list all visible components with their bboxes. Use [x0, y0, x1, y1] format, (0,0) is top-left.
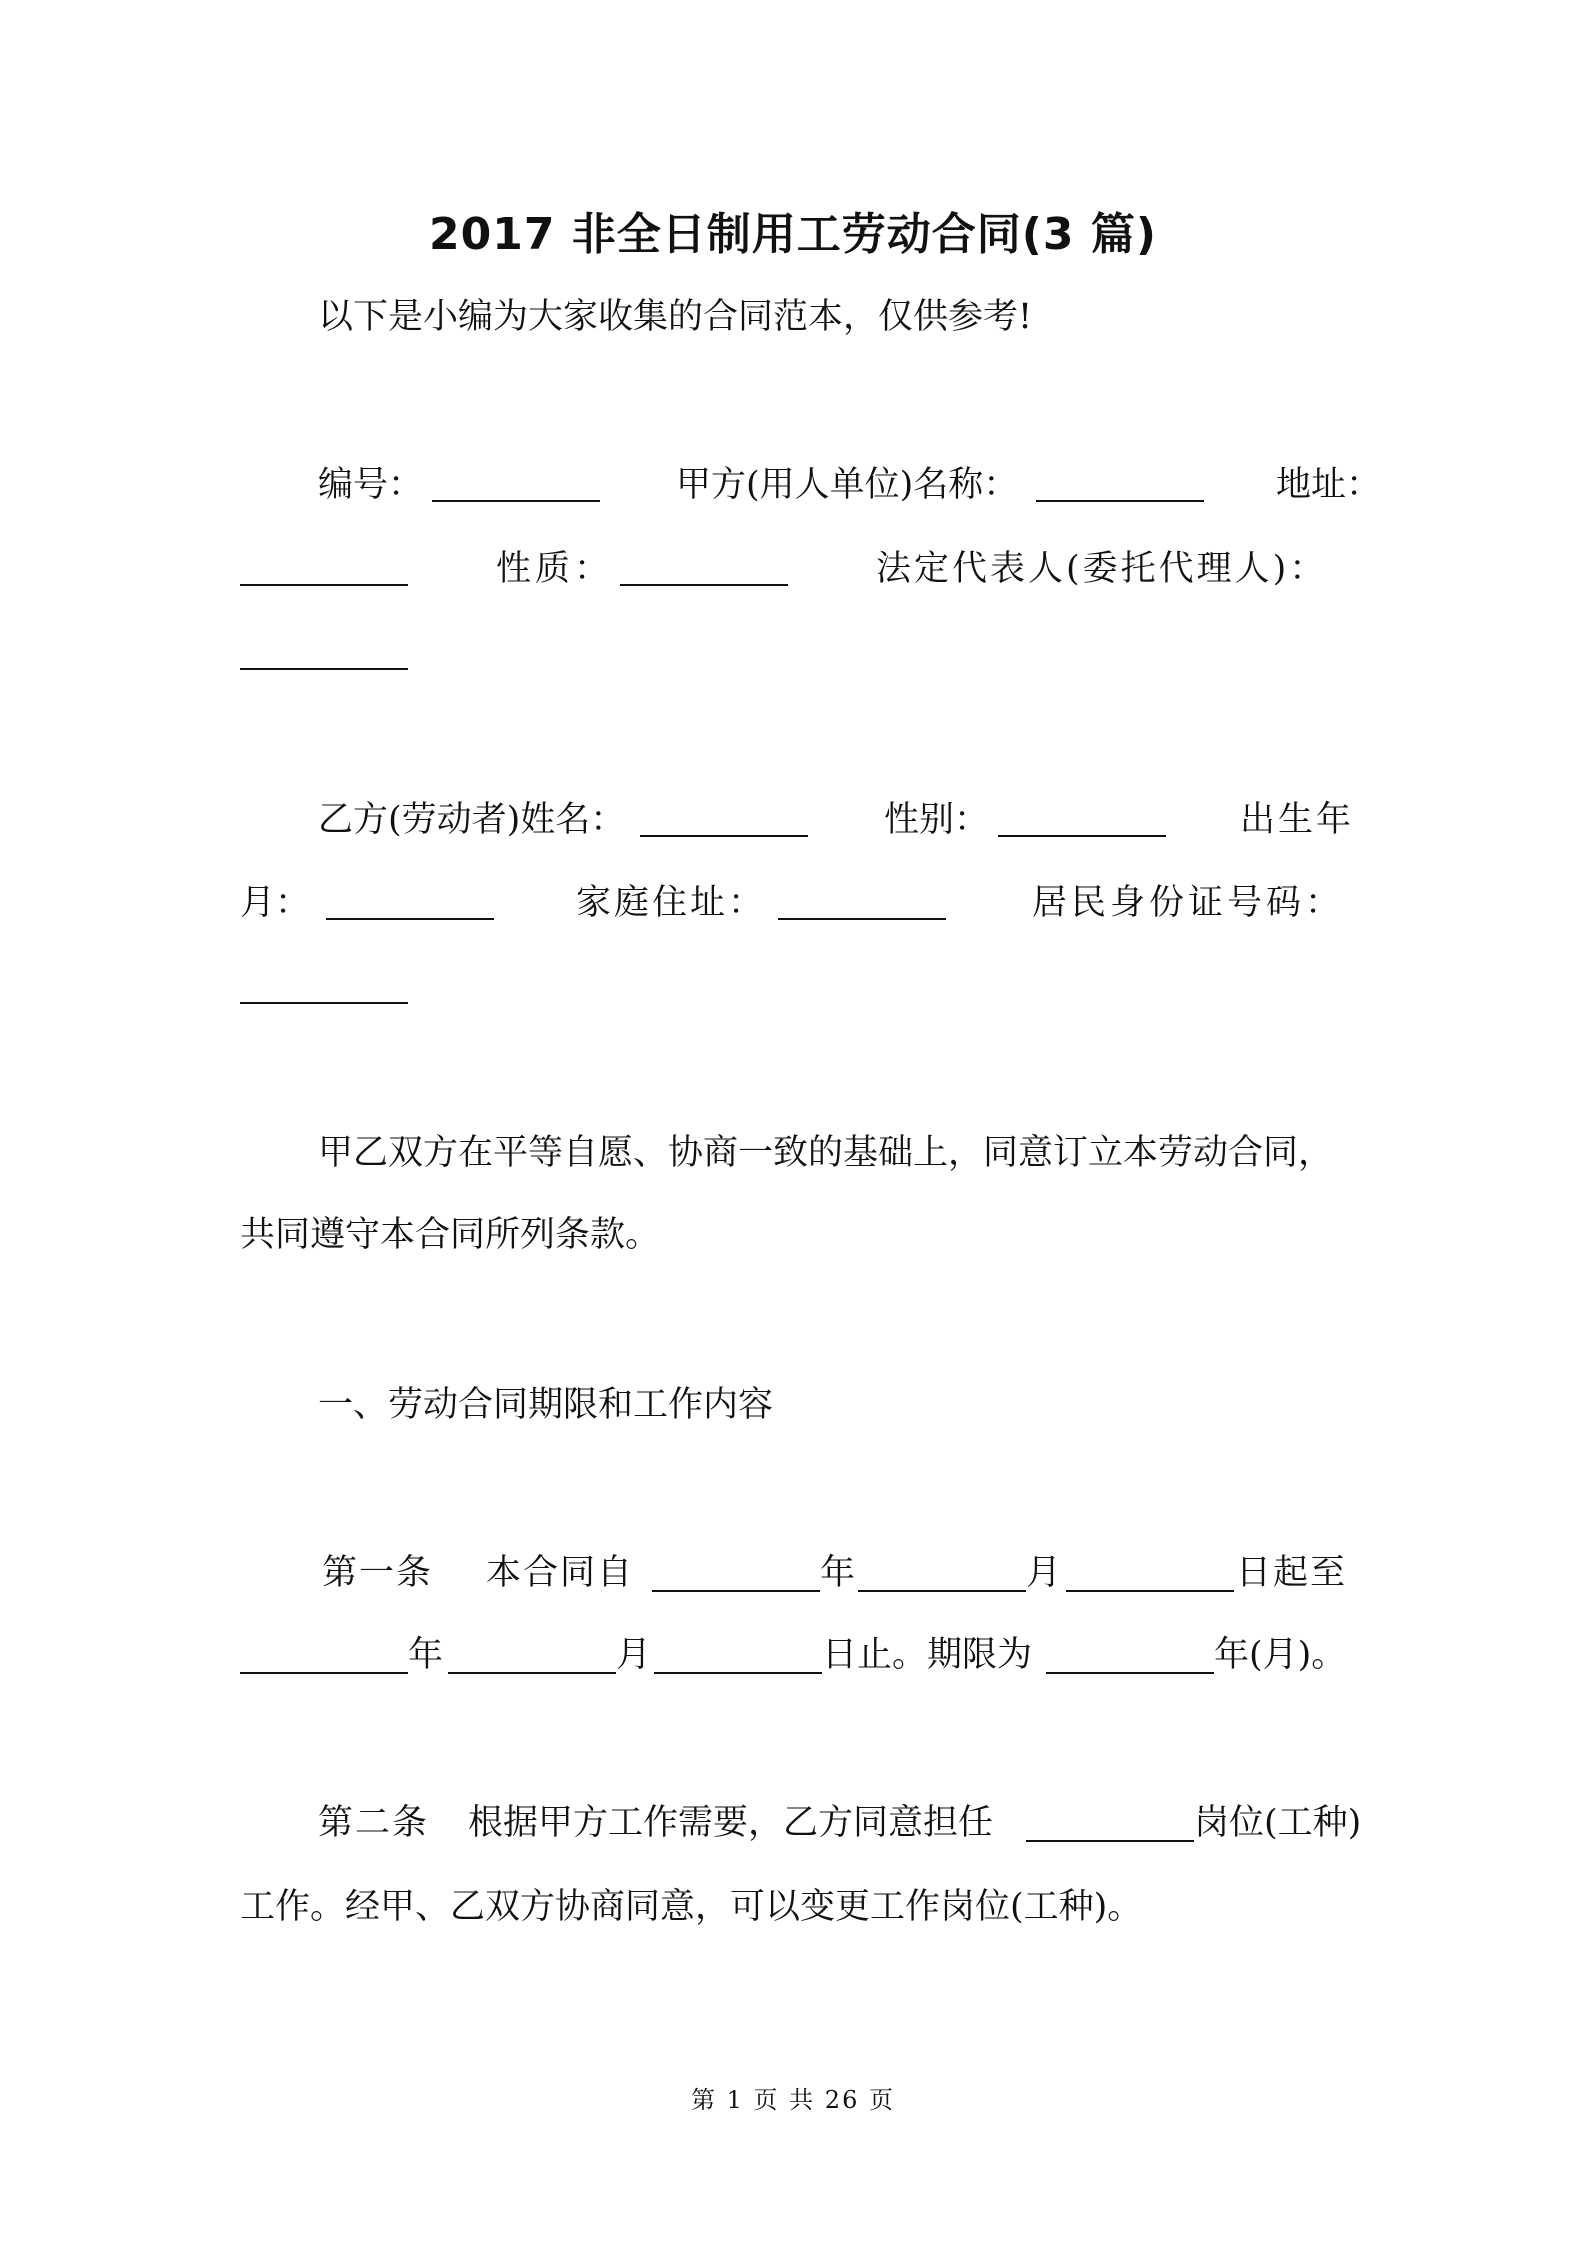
party-a-name-blank[interactable] — [1036, 466, 1204, 502]
party-b-name-blank[interactable] — [640, 801, 808, 837]
end-year-blank[interactable] — [240, 1638, 408, 1674]
section-heading: 一、劳动合同期限和工作内容 — [318, 1385, 774, 1425]
position-blank[interactable] — [1026, 1806, 1194, 1842]
id-label: 居民身份证号码： — [1032, 883, 1345, 923]
start-year-label: 年 — [820, 1553, 856, 1593]
intro-text: 以下是小编为大家收集的合同范本，仅供参考! — [318, 297, 1033, 337]
birth-label-1: 出生年 — [1240, 800, 1355, 840]
article-2-line-2: 工作。经甲、乙双方协商同意，可以变更工作岗位(工种)。 — [240, 1887, 1143, 1927]
start-day-blank[interactable] — [1066, 1556, 1234, 1592]
start-month-label: 月 — [1026, 1553, 1062, 1593]
nature-blank[interactable] — [620, 550, 788, 586]
agreement-line-1: 甲乙双方在平等自愿、协商一致的基础上，同意订立本劳动合同， — [318, 1133, 1334, 1173]
birth-blank[interactable] — [326, 884, 494, 920]
end-day-label: 日止。期限为 — [822, 1635, 1033, 1675]
party-b-name-label: 乙方(劳动者)姓名： — [318, 800, 626, 840]
start-year-blank[interactable] — [652, 1556, 820, 1592]
gender-label: 性别： — [884, 800, 990, 840]
end-month-label: 月 — [616, 1635, 652, 1675]
page-footer: 第 1 页 共 26 页 — [691, 2086, 895, 2114]
article-1-text: 本合同自 — [486, 1553, 635, 1593]
end-day-blank[interactable] — [654, 1638, 822, 1674]
number-blank[interactable] — [432, 466, 600, 502]
birth-label-2: 月： — [240, 883, 311, 923]
term-blank[interactable] — [1046, 1638, 1214, 1674]
article-1-label: 第一条 — [322, 1553, 434, 1593]
id-blank[interactable] — [240, 968, 408, 1004]
home-blank[interactable] — [778, 884, 946, 920]
number-label: 编号： — [318, 465, 424, 505]
article-2-label: 第二条 — [318, 1803, 430, 1843]
agreement-line-2: 共同遵守本合同所列条款。 — [240, 1215, 661, 1255]
party-a-name-label: 甲方(用人单位)名称： — [676, 465, 1019, 505]
nature-label: 性质： — [496, 549, 614, 589]
rep-label: 法定代表人(委托代理人)： — [876, 549, 1328, 589]
position-label: 岗位(工种) — [1194, 1803, 1362, 1843]
term-label: 年(月)。 — [1214, 1635, 1347, 1675]
address-blank[interactable] — [240, 550, 408, 586]
address-label: 地址： — [1276, 465, 1382, 505]
rep-blank[interactable] — [240, 634, 408, 670]
end-year-label: 年 — [408, 1635, 444, 1675]
document-title: 2017 非全日制用工劳动合同(3 篇) — [429, 209, 1157, 260]
end-month-blank[interactable] — [448, 1638, 616, 1674]
article-2-text: 根据甲方工作需要，乙方同意担任 — [468, 1803, 994, 1843]
gender-blank[interactable] — [998, 801, 1166, 837]
start-day-label: 日起至 — [1236, 1553, 1348, 1593]
home-label: 家庭住址： — [576, 883, 767, 923]
start-month-blank[interactable] — [858, 1556, 1026, 1592]
